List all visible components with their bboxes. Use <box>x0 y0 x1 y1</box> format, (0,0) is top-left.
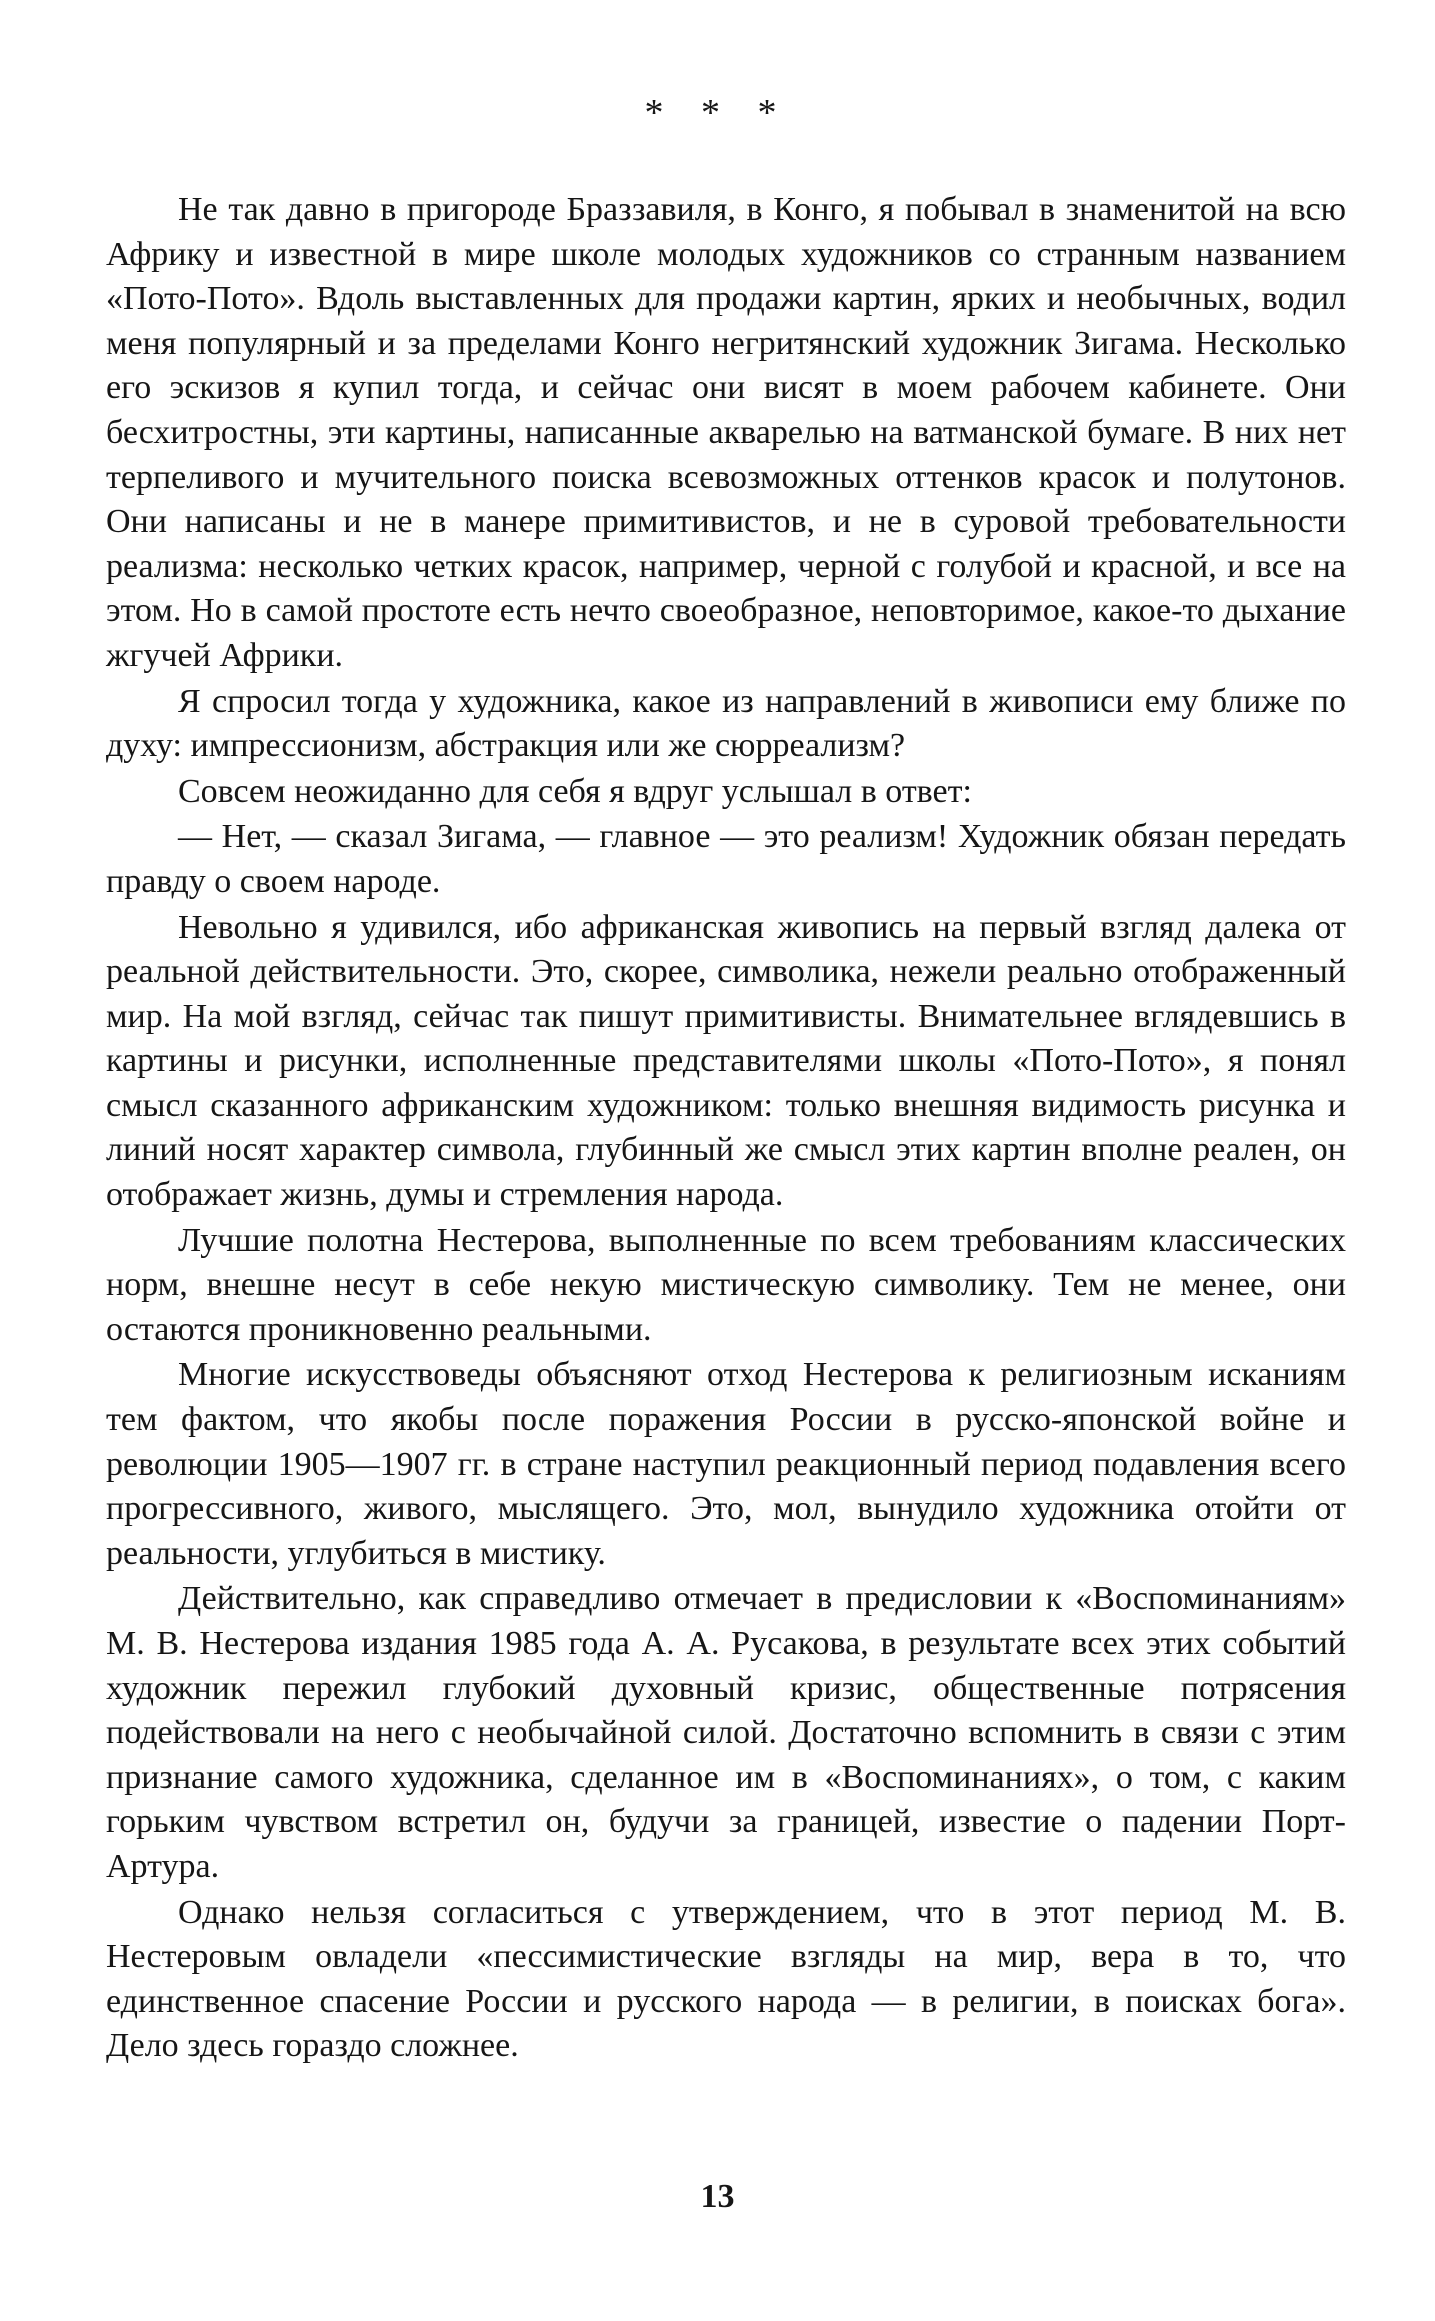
paragraph: Действительно, как справедливо отмечает в предисловии к «Воспоминаниям» М. В. Нестерова издания 1985 года А. А. Русакова, в результате всех этих событий художник пережил глубокий духовный кризис, общественные потрясения подействовали на него с необычайной силой. Достаточно вспомнить в связи с этим признание самого художника, сделанное им в «Воспоминаниях», о том, с каким горьким чувством встретил он, будучи за границей, известие о падении Порт-Артура. <box>106 1580 1346 1885</box>
paragraph: Лучшие полотна Нестерова, выполненные по всем требованиям классических норм, внешне несут в себе некую мистическую символику. Тем не менее, они остаются проникновенно реальными. <box>106 1221 1346 1348</box>
page-number: 13 <box>700 2178 735 2215</box>
paragraph: Невольно я удивился, ибо африканская живопись на первый взгляд далека от реальной действительности. Это, скорее, символика, нежели реально отображенный мир. На мой взгляд, сейчас так пишут примитивисты. Внимательнее вглядевшись в картины и рисунки, исполненные представителями школы «Пото-Пото», я понял смысл сказанного африканским художником: только внешняя видимость рисунка и линий носят характер символа, глубинный же смысл этих картин вполне реален, он отображает жизнь, думы и стремления народа. <box>106 908 1346 1214</box>
body-text <box>106 188 1346 2069</box>
paragraph: — Нет, — сказал Зигама, — главное — это реализм! Художник обязан передать правду о своем народе. <box>106 818 1346 900</box>
paragraph: Однако нельзя согласиться с утверждением, что в этот период М. В. Нестеровым овладели «пессимистические взгляды на мир, вера в то, что единственное спасение России и русского народа — в религии, в поисках бога». Дело здесь гораздо сложнее. <box>106 1893 1346 2065</box>
paragraph: Не так давно в пригороде Браззавиля, в Конго, я побывал в знаменитой на всю Африку и известной в мире школе молодых художников со странным названием «Пото-Пото». Вдоль выставленных для продажи картин, ярких и необычных, водил меня популярный и за пределами Конго негритянский художник Зигама. Несколько его эскизов я купил тогда, и сейчас они висят в моем рабочем кабинете. Они бесхитростны, эти картины, написанные акварелью на ватманской бумаге. В них нет терпеливого и мучительного поиска всевозможных оттенков красок и полутонов. Они написаны и не в манере примитивистов, и не в суровой требовательности реализма: несколько четких красок, например, черной с голубой и красной, и все на этом. Но в самой простоте есть нечто своеобразное, неповторимое, какое-то дыхание жгучей Африки. <box>106 191 1346 674</box>
paragraph: Я спросил тогда у художника, какое из направлений в живописи ему ближе по духу: импрессионизм, абстракция или же сюрреализм? <box>106 682 1346 765</box>
paragraph: Многие искусствоведы объясняют отход Нестерова к религиозным исканиям тем фактом, что якобы после поражения России в русско-японской войне и революции 1905—1907 гг. в стране наступил реакционный период подавления всего прогрессивного, живого, мыслящего. Это, мол, вынудило художника отойти от реальности, углубиться в мистику. <box>106 1356 1346 1572</box>
paragraph: Совсем неожиданно для себя я вдруг услышал в ответ: <box>178 772 972 810</box>
section-separator: * * * <box>644 92 791 134</box>
